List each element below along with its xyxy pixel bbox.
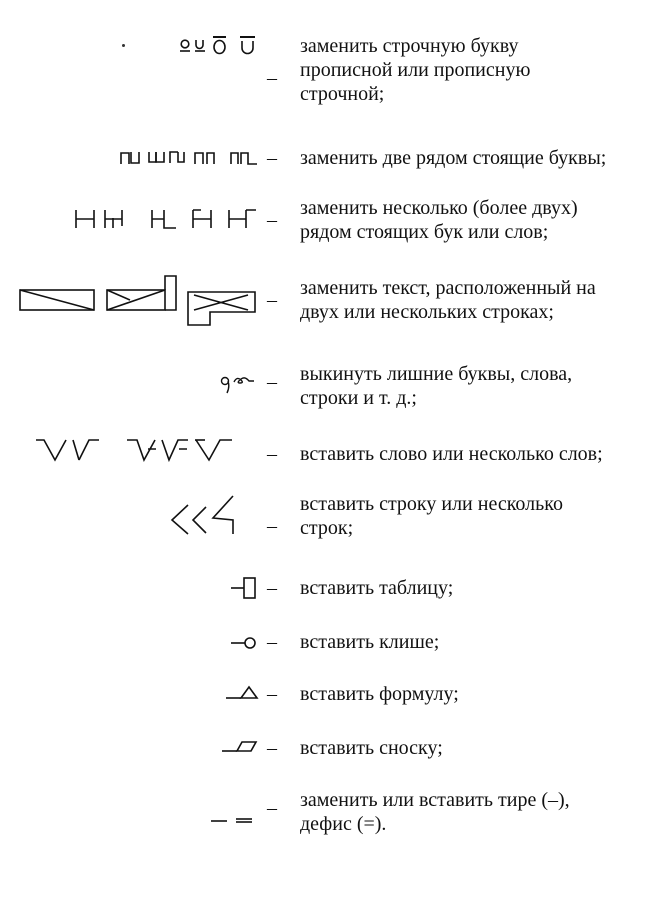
delete-symbols [0,360,262,420]
desc-line: рядом стоящих бук или слов; [300,221,549,243]
desc-line: заменить или вставить тире (–), [300,789,570,811]
desc-line: вставить формулу; [300,683,459,705]
bracket-pairs-icon [0,138,262,178]
desc-line: строк; [300,517,354,539]
desc-line: выкинуть лишние буквы, слова, [300,363,573,385]
entry-description [300,362,660,410]
entry-dash: – [267,577,277,599]
entry-dash: – [267,147,277,169]
entry-description [300,682,660,706]
entry-several-letters [0,194,672,254]
desc-line: заменить строчную букву [300,35,519,57]
entry-insert-line [0,490,672,550]
entry-insert-footnote [0,734,672,764]
entry-description [300,146,660,170]
line-insert-angle-icon [0,490,262,550]
insertion-caret-icon [0,440,262,480]
case-change-icon [0,30,262,70]
desc-line: вставить слово или несколько слов; [300,443,603,465]
two-letter-symbols [0,138,262,178]
entry-description [300,196,660,244]
triangle-icon [0,680,262,710]
entry-insert-cliche [0,628,672,658]
desc-line: двух или нескольких строках; [300,301,554,323]
entry-dash: – [267,209,277,231]
entry-description [300,442,660,466]
entry-insert-formula [0,680,672,710]
insert-footnote-symbols [0,734,262,764]
entry-multiline-text [0,270,672,340]
entry-dash: – [267,515,277,537]
desc-line: заменить две рядом стоящие буквы; [300,147,607,169]
entry-dash-hyphen [0,784,672,854]
entry-description [300,276,660,324]
desc-line: дефис (=). [300,813,387,835]
desc-line: вставить строку или несколько [300,493,563,515]
entry-case [0,30,672,140]
entry-dash: – [267,737,277,759]
entry-dash: – [267,67,277,89]
crossed-box-icon [0,270,262,340]
case-change-symbols [0,30,262,140]
entry-dash: – [267,289,277,311]
several-letter-symbols [0,194,262,254]
entry-dash: – [267,631,277,653]
desc-line: вставить таблицу; [300,577,454,599]
entry-dash: – [267,683,277,705]
entry-dash: – [267,371,277,393]
multiline-symbols [0,270,262,340]
desc-line: прописной или прописную [300,59,531,81]
entry-description [300,788,660,836]
circle-icon [0,628,262,658]
insert-formula-symbols [0,680,262,710]
entry-delete [0,360,672,420]
entry-insert-word [0,440,672,480]
insert-cliche-symbols [0,628,262,658]
entry-description [300,34,660,106]
entry-description [300,630,660,654]
desc-line: строки и т. д.; [300,387,417,409]
entry-dash: – [267,443,277,465]
desc-line: строчной; [300,83,385,105]
insert-word-symbols [0,440,262,480]
desc-line: вставить клише; [300,631,440,653]
parallelogram-icon [0,734,262,764]
entry-description [300,492,660,540]
desc-line: заменить текст, расположенный на [300,277,596,299]
entry-insert-table [0,574,672,604]
deletion-loop-icon [0,360,262,410]
entry-two-letters [0,138,672,178]
entry-description [300,576,660,600]
desc-line: вставить сноску; [300,737,443,759]
desc-line: заменить несколько (более двух) [300,197,578,219]
insert-table-symbols [0,574,262,604]
entry-dash: – [267,797,277,819]
entry-description [300,736,660,760]
table-icon [0,574,262,604]
insert-line-symbols [0,490,262,550]
dash-hyphen-icon [0,784,262,854]
dash-hyphen-symbols [0,784,262,854]
h-bracket-icon [0,194,262,244]
